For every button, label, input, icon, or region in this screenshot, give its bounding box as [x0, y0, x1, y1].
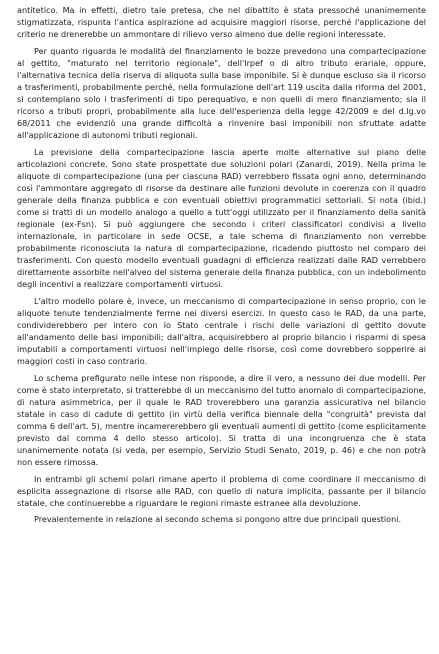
paragraph-3: La previsione della compartecipazione lascia aperte molte alternative sul piano delle articolazioni concrete. Sono state prospettate due soluzioni polari (Zanardi, 2019). Nella prima le aliquote di compartecipazione (una per ciascuna RAD) verrebbero fissata ogni anno, determinando così l'ammontare aggregato di risorse da destinare alle funzioni devolute in coerenza con il quadro generale della finanza pubblica e con eventuali obiettivi programmatici settoriali. Si nota (ibid.) come si tratti di un modello analogo a quello a tutt'oggi utilizzato per il finanziamento della sanità regionale (ex-Fsn). Si può aggiungere che secondo i criteri classificatori condivisi a livello internazionale, in particolare in sede OCSE, a tale schema di finanziamento non verrebbe probabilmente riconosciuta la natura di compartecipazione, ricadendo piuttosto nel comparo dei trasferimenti. Con questo modello eventuali guadagni di efficienza realizzati dalle RAD verrebbero direttamente assorbite nell'alveo del sistema generale della finanza pubblica, con un indebolimento degli incentivi a realizzare comportamenti virtuosi. — [17, 146, 426, 290]
paragraph-7: Prevalentemente in relazione al secondo schema si pongono altre due principali questioni. — [34, 514, 402, 525]
paragraph-1: antitetico. Ma in effetti, dietro tale pretesa, che nel dibattito è stata pressoché unanimemente stigmatizzata, rispunta l'antica aspirazione ad acquisire maggiori risorse, perché l'applicazione del criterio ne drenerebbe un ammontare di rilievo verso almeno due delle regioni interessate. — [17, 5, 426, 40]
paragraph-4: L'altro modello polare è, invece, un meccanismo di compartecipazione in senso proprio, con le aliquote tenute tendenzialmente ferme nei diversi esercizi. In questo caso le RAD, da una parte, condividerebbero per intero con lo Stato centrale i rischi delle variazioni di gettito dovute all'andamento delle basi imponibili; dall'altra, acquisirebbero al proprio bilancio i risparmi di spesa imputabili a comportamenti virtuosi nell'impiego delle risorse, così come dovrebbero sopperire ai maggiori costi in caso contrario. — [17, 295, 426, 367]
paragraph-5: Lo schema prefigurato nelle intese non risponde, a dire il vero, a nessuno dei due modelli. Per come è stato interpretato, si tratterebbe di un meccanismo del tutto anomalo di compartecipazione, di natura asimmetrica, per il quale le RAD troverebbero una garanzia assicurativa nel bilancio statale in caso di cadute di gettito (in virtù della verifica biennale della "congruità" prevista dal comma 6 dell'art. 5), mentre incamererebbero gli eventuali aumenti di gettito (come esplicitamente previsto dal comma 4 dello stesso articolo). Si tratta di una incongruenza che è stata unanimemente notata (si veda, per esempio, Servizio Studi Senato, 2019, p. 46) e che non potrà non essere rimossa. — [17, 372, 426, 468]
paragraph-2: Per quanto riguarda le modalità del finanziamento le bozze prevedono una compartecipazione al gettito, "maturato nel territorio regionale", dell'Irpef o di altro tributo erariale, oppure, l'alternativa tecnica della riserva di aliquota sulla base imponibile. Si è dunque escluso sia il ricorso a trasferimenti, probabilmente perché, nella formulazione dell'art 119 uscita dalla riforma del 2001, si contemplano solo i trasferimenti di tipo perequativo, e non quelli di mero finanziamento; sia il ricorso a tributi propri, probabilmente alla luce dell'esperienza della legge 42/2009 e del d.lg.vo 68/2011 che evidenziò una grande difficoltà a rinvenire basi imponibili non sfruttate adatte all'applicazione di autonomi tributi regionali. — [17, 45, 426, 141]
paragraph-6: In entrambi gli schemi polari rimane aperto il problema di come coordinare il meccanismo di esplicita assegnazione di risorse alle RAD, con quello di natura implicita, passante per il bilancio statale, che continuerebbe a riguardare le regioni rimaste estranee alla devoluzione. — [17, 473, 426, 508]
